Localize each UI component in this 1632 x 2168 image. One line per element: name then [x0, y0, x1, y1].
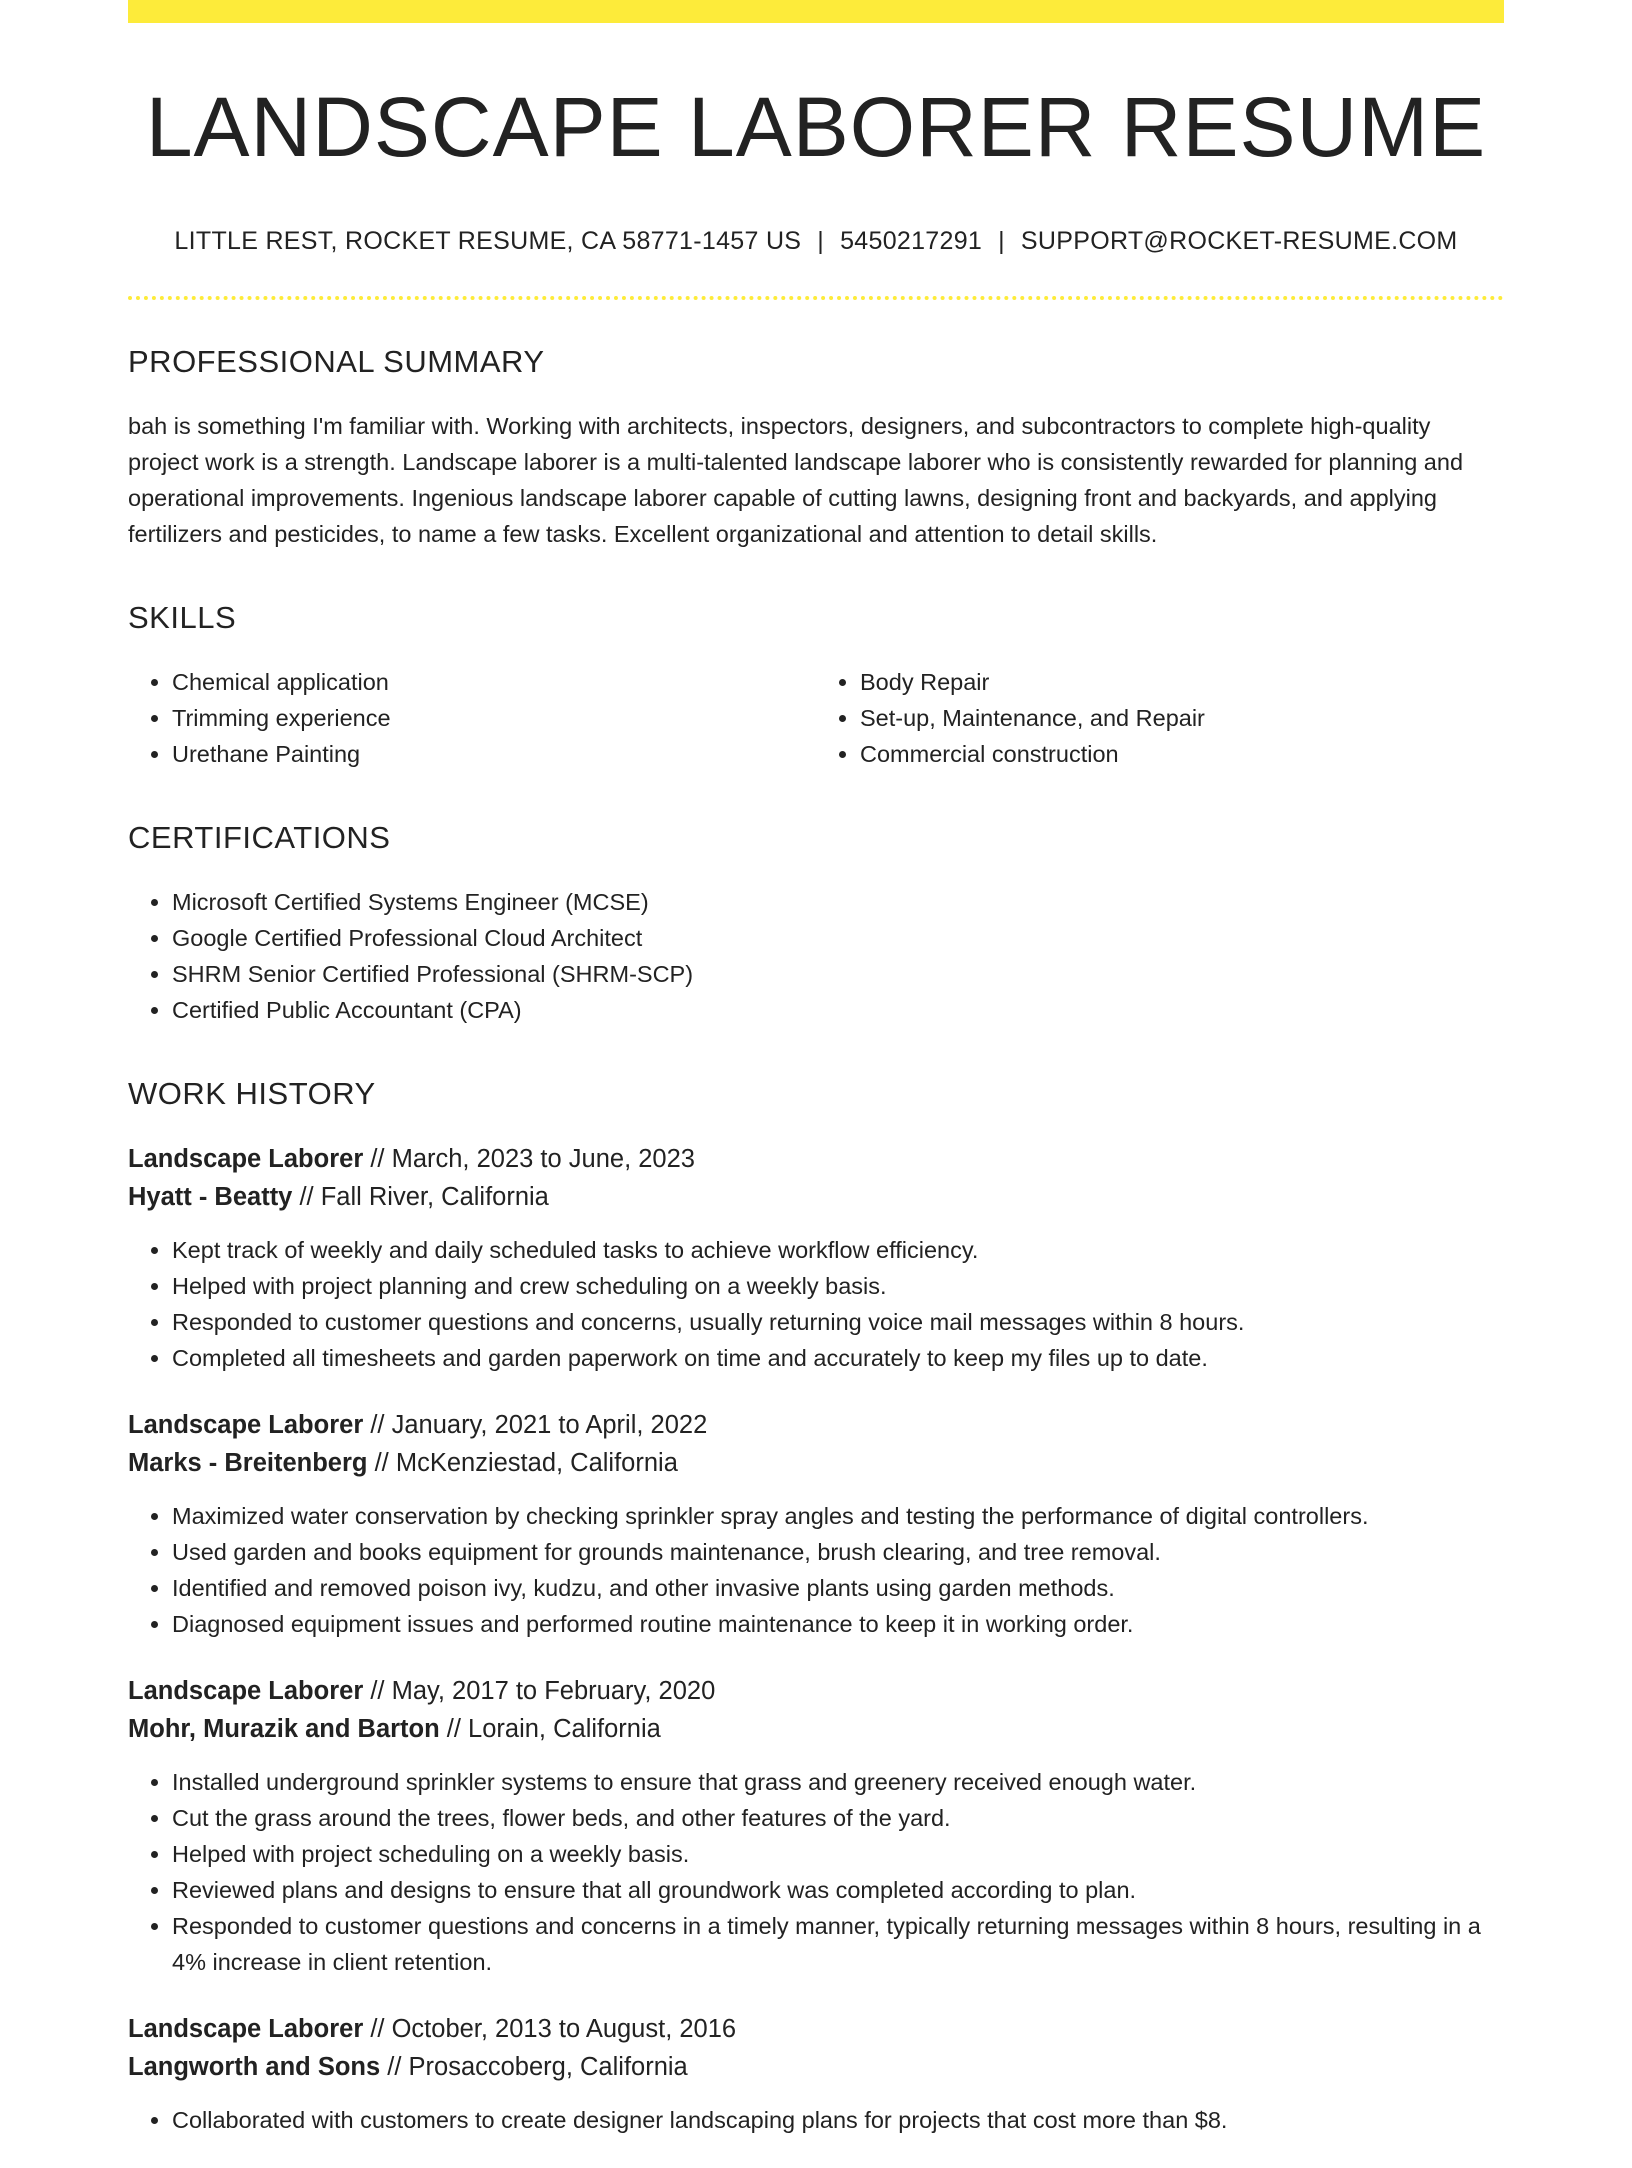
job-bullet: • Responded to customer questions and concerns in a timely manner, typically returning messages within 8 hours, resulting in a 4% increase in client retention. [172, 1908, 1504, 1980]
skills-column-right [816, 664, 1504, 772]
contact-phone: 5450217291 [840, 227, 983, 255]
work-history-heading: WORK HISTORY [128, 1076, 376, 1111]
job-location: // Lorain, California [439, 1715, 661, 1743]
job-entry [128, 1672, 1504, 1980]
certifications-heading: CERTIFICATIONS [128, 820, 391, 855]
skill-item: • Body Repair [860, 664, 1504, 700]
job-bullet: • Helped with project scheduling on a weekly basis. [172, 1836, 1504, 1872]
skills-list [128, 664, 1504, 772]
summary-text: bah is something I'm familiar with. Working with architects, inspectors, designers, and subcontractors to complete high-quality project work is a strength. Landscape laborer is a multi-talented landscape laborer who is consistently rewarded for planning and operational improvements. Ingenious landscape laborer capable of cutting lawns, designing front and backyards, and applying fertilizers and pesticides, to name a few tasks. Excellent organizational and attention to detail skills. [128, 413, 1464, 547]
job-role: Landscape Laborer [128, 1411, 364, 1439]
skills-column-left [128, 664, 816, 772]
skill-item: • Urethane Painting [172, 736, 816, 772]
certification-item: • Microsoft Certified Systems Engineer (MCSE) [172, 884, 1504, 920]
job-bullet: • Cut the grass around the trees, flower beds, and other features of the yard. [172, 1800, 1504, 1836]
job-role: Landscape Laborer [128, 1677, 364, 1705]
certification-item: • Google Certified Professional Cloud Architect [172, 920, 1504, 956]
job-company: Langworth and Sons [128, 2053, 381, 2081]
contact-address: LITTLE REST, ROCKET RESUME, CA 58771-1457 US [174, 227, 802, 255]
job-bullet: • Identified and removed poison ivy, kudzu, and other invasive plants using garden methods. [172, 1570, 1504, 1606]
resume-title: LANDSCAPE LABORER RESUME [145, 80, 1487, 174]
job-bullet: • Diagnosed equipment issues and performed routine maintenance to keep it in working order. [172, 1606, 1504, 1642]
certification-item: • SHRM Senior Certified Professional (SHRM-SCP) [172, 956, 1504, 992]
job-role: Landscape Laborer [128, 1145, 364, 1173]
job-dates: // March, 2023 to June, 2023 [363, 1145, 695, 1173]
job-bullets [128, 2102, 1504, 2138]
skill-item: • Set-up, Maintenance, and Repair [860, 700, 1504, 736]
job-location: // Fall River, California [292, 1183, 549, 1211]
skill-item: • Chemical application [172, 664, 816, 700]
job-bullet: • Completed all timesheets and garden paperwork on time and accurately to keep my files up to date. [172, 1340, 1504, 1376]
job-dates: // May, 2017 to February, 2020 [363, 1677, 716, 1705]
job-company-line [128, 2048, 1504, 2086]
job-bullet: • Maximized water conservation by checking sprinkler spray angles and testing the performance of digital controllers. [172, 1498, 1504, 1534]
job-dates: // October, 2013 to August, 2016 [363, 2015, 737, 2043]
skills-heading: SKILLS [128, 600, 237, 635]
job-company: Hyatt - Beatty [128, 1183, 293, 1211]
certifications-list [128, 884, 1504, 1028]
job-bullet: • Responded to customer questions and concerns, usually returning voice mail messages within 8 hours. [172, 1304, 1504, 1340]
job-bullet: • Collaborated with customers to create designer landscaping plans for projects that cost more than $8. [172, 2102, 1504, 2138]
job-title-line [128, 2010, 1504, 2048]
skill-item: • Commercial construction [860, 736, 1504, 772]
job-entry [128, 2010, 1504, 2138]
job-entry [128, 1406, 1504, 1642]
job-location: // McKenziestad, California [367, 1449, 678, 1477]
certification-item: • Certified Public Accountant (CPA) [172, 992, 1504, 1028]
contact-separator: | [817, 227, 825, 255]
job-bullet: • Used garden and books equipment for grounds maintenance, brush clearing, and tree removal. [172, 1534, 1504, 1570]
resume-page [128, 0, 1504, 2168]
job-company: Marks - Breitenberg [128, 1449, 368, 1477]
job-dates: // January, 2021 to April, 2022 [363, 1411, 708, 1439]
job-bullets [128, 1498, 1504, 1642]
job-title-line [128, 1406, 1504, 1444]
job-title-line [128, 1140, 1504, 1178]
summary-heading: PROFESSIONAL SUMMARY [128, 344, 545, 379]
job-location: // Prosaccoberg, California [380, 2053, 688, 2081]
contact-line [128, 227, 1504, 256]
contact-email: SUPPORT@ROCKET-RESUME.COM [1020, 227, 1458, 255]
accent-top-bar [128, 0, 1504, 23]
job-title-line [128, 1672, 1504, 1710]
skill-item: • Trimming experience [172, 700, 816, 736]
job-company-line [128, 1178, 1504, 1216]
contact-separator: | [998, 227, 1005, 255]
job-bullet: • Reviewed plans and designs to ensure that all groundwork was completed according to plan. [172, 1872, 1504, 1908]
job-role: Landscape Laborer [128, 2015, 364, 2043]
job-company-line [128, 1444, 1504, 1482]
job-bullet: • Kept track of weekly and daily scheduled tasks to achieve workflow efficiency. [172, 1232, 1504, 1268]
job-entry [128, 1140, 1504, 1376]
job-bullet: • Installed underground sprinkler systems to ensure that grass and greenery received enough water. [172, 1764, 1504, 1800]
job-company-line [128, 1710, 1504, 1748]
job-bullets [128, 1232, 1504, 1376]
job-bullet: • Helped with project planning and crew scheduling on a weekly basis. [172, 1268, 1504, 1304]
dotted-divider [128, 296, 1504, 300]
job-company: Mohr, Murazik and Barton [128, 1715, 440, 1743]
job-bullets [128, 1764, 1504, 1980]
